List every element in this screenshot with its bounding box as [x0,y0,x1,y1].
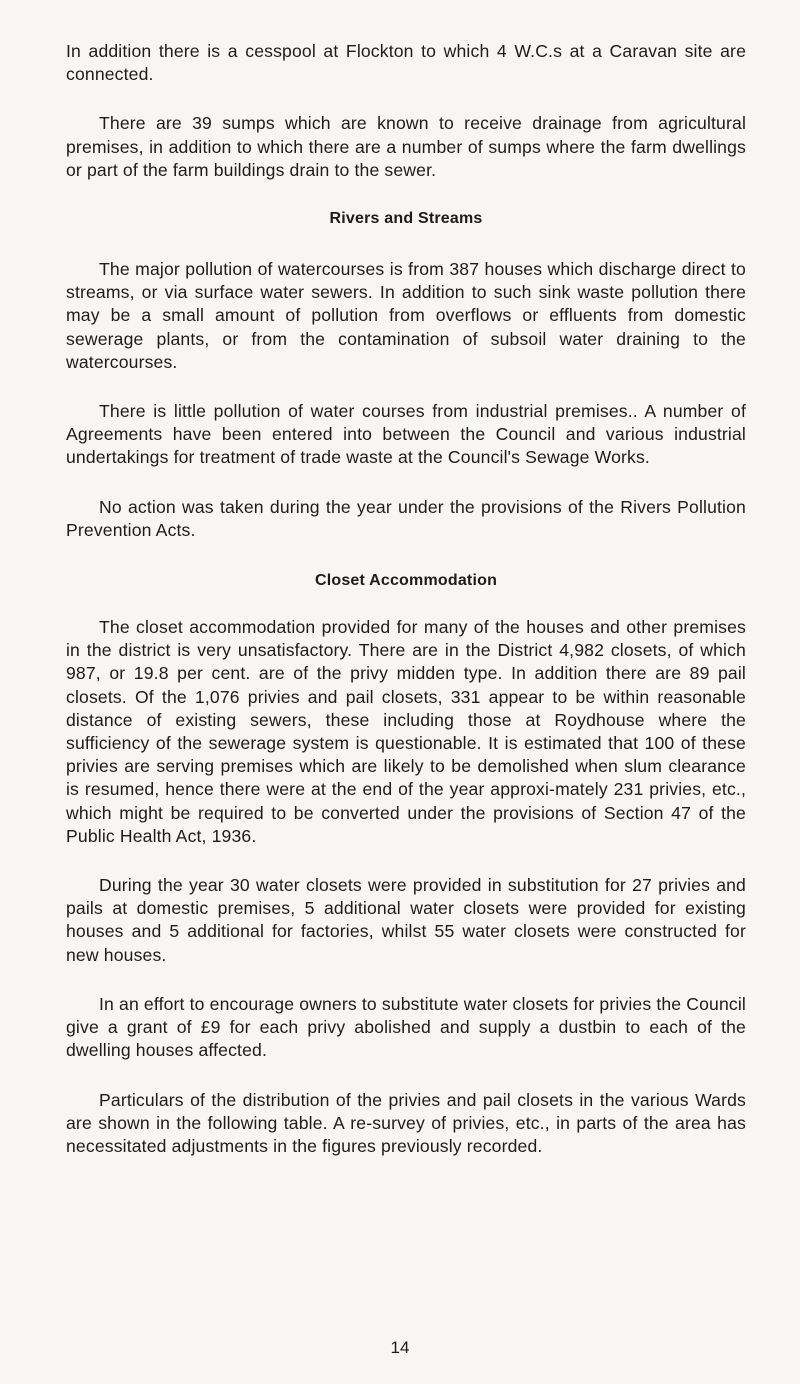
document-page [66,40,746,1158]
paragraph-water-closets-provided: During the year 30 water closets were provided in substitution for 27 privies and pails at domestic premises, 5 additional water closets were provided for existing houses and 5 additional for factories, whilst 55 water closets were constructed for new houses. [66,875,746,965]
paragraph-sumps: There are 39 sumps which are known to receive drainage from agricultural premises, in addition to which there are a number of sumps where the farm dwellings or part of the farm buildings drain to the sewer. [66,113,746,180]
paragraph-industrial-pollution: There is little pollution of water courses from industrial premises.. A number of Agreements have been entered into between the Council and various industrial undertakings for treatment of trade waste at the Council's Sewage Works. [66,401,746,468]
page-number: 14 [390,1338,410,1357]
paragraph-rivers-acts: No action was taken during the year under the provisions of the Rivers Pollution Prevention Acts. [66,496,746,540]
paragraph-cesspool: In addition there is a cesspool at Flockton to which 4 W.C.s at a Caravan site are connected. [66,41,746,85]
paragraph-grant: In an effort to encourage owners to substitute water closets for privies the Council give a grant of £9 for each privy abolished and supply a dustbin to each of the dwelling houses affected. [66,993,746,1061]
paragraph-closet-details: The closet accommodation provided for many of the houses and other premises in the district is very unsatisfactory. There are in the District 4,982 closets, of which 987, or 19.8 per cent. are of the privy midden type. In addition there are 89 pail closets. Of the 1,076 privies and pail closets, 331 appear to be within reasonable distance of existing sewers, these including those at Roydhouse where the sufficiency of the sewerage system is questionable. It is estimated that 100 of these privies are serving premises which are likely to be demolished when slum clearance is resumed, hence there were at the end of the year approxi-mately 231 privies, etc., which might be required to be converted under the provisions of Section 47 of the Public Health Act, 1936. [66,617,746,846]
paragraph-watercourse-pollution: The major pollution of watercourses is from 387 houses which discharge direct to streams, or via surface water sewers. In addition to such sink waste pollution there may be a small amount of pollution from overflows or effluents from domestic sewerage plants, or from the contamination of subsoil water draining to the watercourses. [66,259,746,372]
heading-rivers-and-streams: Rivers and Streams [329,210,483,228]
paragraph-distribution: Particulars of the distribution of the privies and pail closets in the various Wards are shown in the following table. A re-survey of privies, etc., in parts of the area has necessitated adjustments in the figures previously recorded. [66,1089,746,1156]
heading-closet-accommodation: Closet Accommodation [314,572,498,590]
